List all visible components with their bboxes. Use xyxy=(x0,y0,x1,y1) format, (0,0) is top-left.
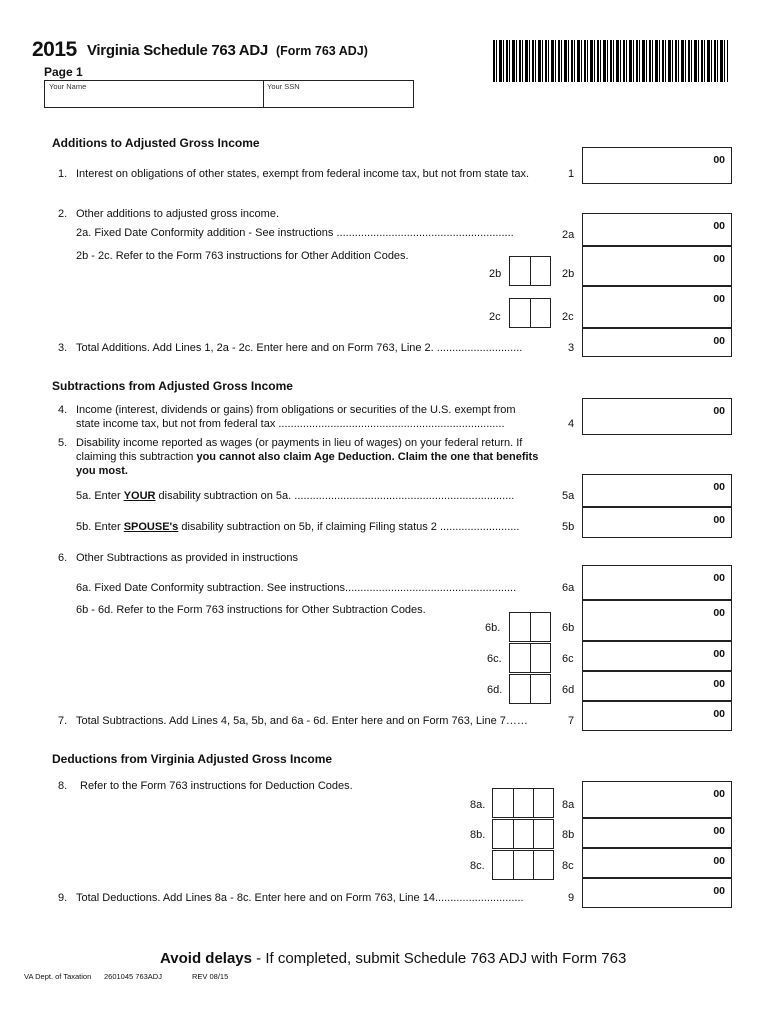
name-ssn-box xyxy=(44,80,414,108)
line-8a-ref: 8a xyxy=(562,799,575,811)
line-8b-ref: 8b xyxy=(562,829,575,841)
additions-heading: Additions to Adjusted Gross Income xyxy=(52,136,260,150)
line-5-warning: you cannot also claim Age Deduction. Claim the one that benefits xyxy=(196,451,539,463)
line-5a-text xyxy=(76,490,514,502)
line-1-number: 1. xyxy=(58,168,68,180)
line-2c-amount[interactable] xyxy=(582,286,732,328)
cents: 00 xyxy=(713,335,725,347)
barcode xyxy=(493,40,728,82)
subtractions-heading: Subtractions from Adjusted Gross Income xyxy=(52,379,293,393)
line-8c-label: 8c. xyxy=(470,860,485,872)
line-5a-pre: 5a. Enter xyxy=(76,490,124,502)
line-8c-code[interactable] xyxy=(492,850,554,880)
line-6c-amount[interactable] xyxy=(582,641,732,671)
line-2-number: 2. xyxy=(58,208,68,220)
line-5-number: 5. xyxy=(58,437,68,449)
line-5a-emphasis: YOUR xyxy=(123,490,156,502)
line-5-text-1: Disability income reported as wages (or payments in lieu of wages) on your federal return. If xyxy=(76,437,523,449)
line-8c-amount[interactable] xyxy=(582,848,732,878)
line-7-number: 7. xyxy=(58,715,68,727)
line-8b-label: 8b. xyxy=(470,829,486,841)
line-3-amount[interactable] xyxy=(582,328,732,357)
line-6d-ref: 6d xyxy=(562,684,575,696)
line-2bc-text: 2b - 2c. Refer to the Form 763 instructions for Other Addition Codes. xyxy=(76,250,409,262)
cents: 00 xyxy=(713,154,725,166)
line-9-text: Total Deductions. Add Lines 8a - 8c. Enter here and on Form 763, Line 14............................. xyxy=(76,892,524,904)
cents: 00 xyxy=(713,514,725,526)
line-5b-amount[interactable] xyxy=(582,507,732,538)
deductions-heading: Deductions from Virginia Adjusted Gross Income xyxy=(52,752,333,766)
line-2b-label: 2b xyxy=(489,268,502,280)
line-7-ref: 7 xyxy=(568,715,575,727)
line-6d-code[interactable] xyxy=(509,674,551,704)
cents: 00 xyxy=(713,885,725,897)
line-3-text: Total Additions. Add Lines 1, 2a - 2c. Enter here and on Form 763, Line 2. ............................ xyxy=(76,342,523,354)
line-8b-amount[interactable] xyxy=(582,818,732,848)
cents: 00 xyxy=(713,253,725,265)
line-5b-post: disability subtraction on 5b, if claiming Filing status 2 .......................... xyxy=(178,521,520,533)
line-8a-code[interactable] xyxy=(492,788,554,818)
line-6a-ref: 6a xyxy=(562,582,575,594)
line-8a-amount[interactable] xyxy=(582,781,732,818)
line-6c-code[interactable] xyxy=(509,643,551,673)
form-code: 2601045 763ADJ xyxy=(104,972,162,981)
avoid-delays-rest: - If completed, submit Schedule 763 ADJ with Form 763 xyxy=(251,950,627,967)
cents: 00 xyxy=(713,220,725,232)
line-9-amount[interactable] xyxy=(582,878,732,908)
cents: 00 xyxy=(713,607,725,619)
line-2-text: Other additions to adjusted gross income. xyxy=(76,208,280,220)
cents: 00 xyxy=(713,481,725,493)
line-5b-pre: 5b. Enter xyxy=(76,521,124,533)
line-7-text: Total Subtractions. Add Lines 4, 5a, 5b, and 6a - 6d. Enter here and on Form 763, Line 7…… xyxy=(76,715,528,727)
line-4-amount[interactable] xyxy=(582,398,732,435)
page-label: Page 1 xyxy=(44,65,83,79)
line-5-text-2a: claiming this subtraction xyxy=(76,451,197,463)
line-5-text-2 xyxy=(76,451,538,463)
line-7-amount[interactable] xyxy=(582,701,732,731)
line-4-text-1: Income (interest, dividends or gains) from obligations or securities of the U.S. exempt from xyxy=(76,404,516,416)
cents: 00 xyxy=(713,648,725,660)
line-6c-ref: 6c xyxy=(562,653,574,665)
line-4-number: 4. xyxy=(58,404,68,416)
cents: 00 xyxy=(713,293,725,305)
line-2b-ref: 2b xyxy=(562,268,575,280)
line-5b-text xyxy=(76,521,519,533)
line-8-text: Refer to the Form 763 instructions for Deduction Codes. xyxy=(80,780,353,792)
dept-label: VA Dept. of Taxation xyxy=(24,972,92,981)
line-6-number: 6. xyxy=(58,552,68,564)
line-5a-amount[interactable] xyxy=(582,474,732,507)
cents: 00 xyxy=(713,825,725,837)
cents: 00 xyxy=(713,405,725,417)
line-5b-ref: 5b xyxy=(562,521,575,533)
line-6c-label: 6c. xyxy=(487,653,502,665)
form-year: 2015 xyxy=(32,38,77,61)
line-2c-ref: 2c xyxy=(562,311,574,323)
line-2a-ref: 2a xyxy=(562,229,575,241)
line-4-text-2: state income tax, but not from federal tax .......................................................................... xyxy=(76,418,505,430)
line-2c-code[interactable] xyxy=(509,298,551,328)
line-8a-label: 8a. xyxy=(470,799,486,811)
line-1-amount[interactable] xyxy=(582,147,732,184)
line-6d-label: 6d. xyxy=(487,684,503,696)
line-8c-ref: 8c xyxy=(562,860,574,872)
line-3-number: 3. xyxy=(58,342,68,354)
line-6b-label: 6b. xyxy=(485,622,501,634)
line-1-ref: 1 xyxy=(568,168,575,180)
line-6a-text: 6a. Fixed Date Conformity subtraction. See instructions........................................................ xyxy=(76,582,517,594)
line-2b-amount[interactable] xyxy=(582,246,732,286)
line-3-ref: 3 xyxy=(568,342,575,354)
ssn-label: Your SSN xyxy=(267,82,300,91)
cents: 00 xyxy=(713,855,725,867)
line-2b-code[interactable] xyxy=(509,256,551,286)
line-6-text: Other Subtractions as provided in instructions xyxy=(76,552,298,564)
cents: 00 xyxy=(713,708,725,720)
line-5-text-3: you most. xyxy=(76,465,128,477)
cents: 00 xyxy=(713,788,725,800)
revision-label: REV 08/15 xyxy=(192,972,229,981)
line-4-ref: 4 xyxy=(568,418,575,430)
line-8b-code[interactable] xyxy=(492,819,554,849)
line-6b-code[interactable] xyxy=(509,612,551,642)
line-5a-ref: 5a xyxy=(562,490,575,502)
line-5a-post: disability subtraction on 5a. ........................................................................ xyxy=(155,490,515,502)
line-6d-amount[interactable] xyxy=(582,671,732,701)
form-title: Virginia Schedule 763 ADJ xyxy=(87,42,268,59)
line-2c-label: 2c xyxy=(489,311,501,323)
line-9-ref: 9 xyxy=(568,892,575,904)
line-6b-ref: 6b xyxy=(562,622,575,634)
name-label: Your Name xyxy=(49,82,87,91)
line-6b-amount[interactable] xyxy=(582,600,732,641)
line-6a-amount[interactable] xyxy=(582,565,732,600)
line-5b-emphasis: SPOUSE's xyxy=(123,521,179,533)
line-6bd-text: 6b - 6d. Refer to the Form 763 instructions for Other Subtraction Codes. xyxy=(76,604,426,616)
avoid-delays-bold: Avoid delays xyxy=(160,950,252,967)
line-2a-text: 2a. Fixed Date Conformity addition - See instructions .......................................................... xyxy=(76,227,514,239)
avoid-delays-note xyxy=(160,950,626,967)
line-9-number: 9. xyxy=(58,892,68,904)
line-2a-amount[interactable] xyxy=(582,213,732,246)
line-8-number: 8. xyxy=(58,780,68,792)
form-subtitle: (Form 763 ADJ) xyxy=(276,44,368,58)
cents: 00 xyxy=(713,678,725,690)
cents: 00 xyxy=(713,572,725,584)
line-1-text: Interest on obligations of other states, exempt from federal income tax, but not from state tax. xyxy=(76,168,530,180)
